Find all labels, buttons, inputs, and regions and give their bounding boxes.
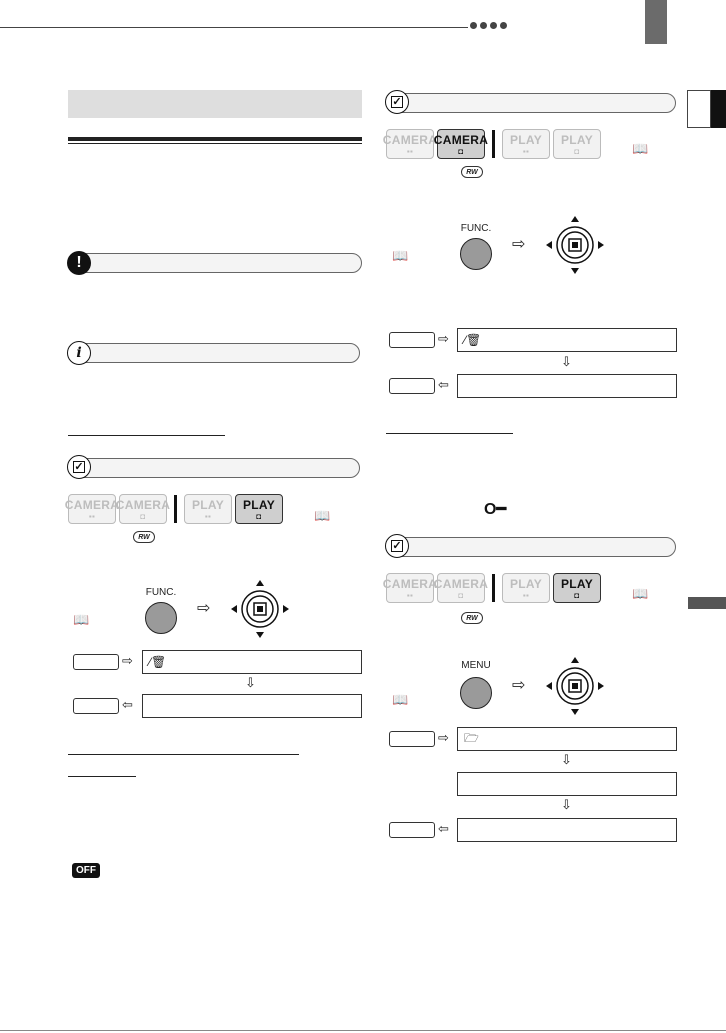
subheading-underline (68, 435, 225, 436)
mode-play-photo: PLAY ◘ (553, 129, 601, 159)
flow-step-delete (457, 328, 677, 352)
info-icon: i (67, 341, 91, 365)
arrow-left-icon: ⇦ (438, 821, 449, 836)
arrow-down-icon: ⇩ (561, 797, 572, 812)
side-section-marker (688, 597, 726, 609)
joystick-icon (544, 214, 606, 276)
protect-key-icon: O━ (484, 501, 507, 518)
mode-selector-right-2 (382, 573, 601, 603)
mode-selector-left (64, 494, 283, 524)
joystick-icon (544, 655, 606, 717)
mode-play-movie: PLAY ▪▪ (502, 573, 550, 603)
func-button (145, 602, 177, 634)
book-icon: 📖 (632, 141, 649, 156)
trash-icon: ⁄🗑 (149, 655, 167, 669)
heading-thin-rule (68, 143, 362, 144)
flow-step-delete (142, 650, 362, 674)
bottom-rule (0, 1030, 726, 1031)
menu-button (460, 677, 492, 709)
options-bar (390, 93, 676, 113)
mode-camera-photo: CAMERA ◘ (119, 494, 167, 524)
arrow-right-icon: ⇨ (197, 600, 211, 617)
flow-key (73, 654, 119, 670)
flow-step-folder (457, 727, 677, 751)
func-label: FUNC. (145, 587, 177, 598)
corner-tab (645, 0, 667, 44)
important-bar (72, 253, 362, 273)
side-tab-black (711, 90, 726, 128)
arrow-down-icon: ⇩ (561, 752, 572, 767)
subheading-underline (386, 433, 513, 434)
mode-camera-movie: CAMERA ▪▪ (68, 494, 116, 524)
mode-camera-movie: CAMERA ▪▪ (386, 573, 434, 603)
checklist-icon: ✓ (67, 455, 91, 479)
mode-separator (174, 495, 177, 523)
mode-play-movie: PLAY ▪▪ (502, 129, 550, 159)
mode-play-movie: PLAY ▪▪ (184, 494, 232, 524)
flow-key (389, 332, 435, 348)
arrow-right-icon: ⇨ (122, 653, 133, 668)
checklist-icon: ✓ (385, 534, 409, 558)
flow-key (73, 698, 119, 714)
subheading-underline (68, 754, 299, 755)
func-button (460, 238, 492, 270)
warning-icon: ! (67, 251, 91, 275)
flow-key (389, 822, 435, 838)
flow-step-middle (457, 772, 677, 796)
menu-label: MENU (461, 660, 491, 671)
book-icon: 📖 (73, 612, 90, 627)
options-bar (390, 537, 676, 557)
mode-camera-photo: CAMERA ◘ (437, 573, 485, 603)
options-bar (72, 458, 360, 478)
mode-selector-right-1 (382, 129, 601, 159)
checklist-icon: ✓ (385, 90, 409, 114)
top-dots (470, 22, 507, 32)
book-icon: 📖 (392, 692, 409, 707)
flow-step-result (142, 694, 362, 718)
subheading-underline (68, 776, 136, 777)
joystick-icon (229, 578, 291, 640)
arrow-down-icon: ⇩ (561, 354, 572, 369)
rw-disc-icon: RW (461, 612, 483, 624)
flow-step-result (457, 374, 677, 398)
mode-play-photo: PLAY ◘ (553, 573, 601, 603)
arrow-down-icon: ⇩ (245, 675, 256, 690)
trash-icon: ⁄🗑 (464, 333, 482, 347)
mode-play-photo: PLAY ◘ (235, 494, 283, 524)
side-tab-white (687, 90, 711, 128)
func-label: FUNC. (460, 223, 492, 234)
flow-step-result (457, 818, 677, 842)
arrow-right-icon: ⇨ (438, 730, 449, 745)
rw-disc-icon: RW (133, 531, 155, 543)
arrow-right-icon: ⇨ (512, 236, 526, 253)
flow-key (389, 731, 435, 747)
mode-camera-movie: CAMERA ▪▪ (386, 129, 434, 159)
section-heading-box (68, 90, 362, 118)
book-icon: 📖 (392, 248, 409, 263)
arrow-left-icon: ⇦ (438, 377, 449, 392)
folder-icon: 🗁 (464, 730, 479, 745)
off-badge: OFF (72, 863, 100, 878)
mode-camera-photo: CAMERA ◘ (437, 129, 485, 159)
mode-separator (492, 130, 495, 158)
rw-disc-icon: RW (461, 166, 483, 178)
mode-separator (492, 574, 495, 602)
arrow-left-icon: ⇦ (122, 697, 133, 712)
arrow-right-icon: ⇨ (438, 331, 449, 346)
heading-thick-rule (68, 137, 362, 141)
notes-bar (72, 343, 360, 363)
book-icon: 📖 (632, 586, 649, 601)
flow-key (389, 378, 435, 394)
top-rule (0, 27, 468, 28)
arrow-right-icon: ⇨ (512, 677, 526, 694)
book-icon: 📖 (314, 508, 331, 523)
